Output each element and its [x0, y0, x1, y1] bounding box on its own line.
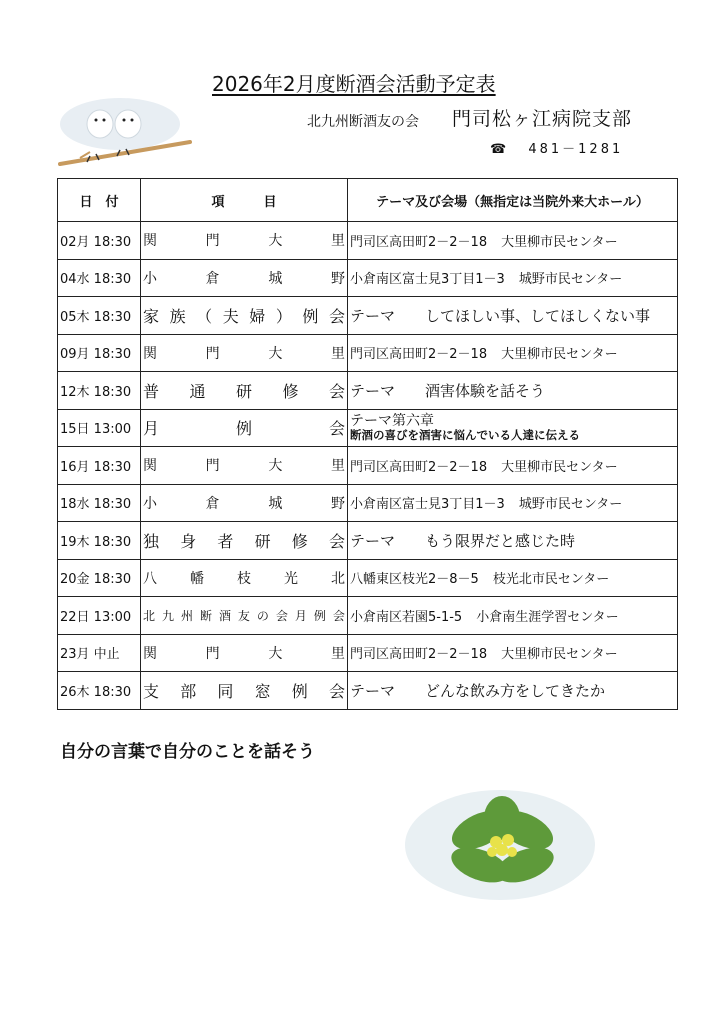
venue-theme-label: テーマ — [350, 381, 396, 400]
table-row — [58, 522, 678, 560]
row-venue — [348, 222, 678, 260]
row-date: 19木 18:30 — [58, 522, 141, 560]
row-item — [141, 372, 348, 410]
row-item — [141, 259, 348, 297]
flower-illustration — [400, 770, 600, 910]
venue-address: 八幡東区枝光2－8－5 — [350, 572, 479, 588]
row-item — [141, 559, 348, 597]
organization-name: 北九州断酒友の会 — [307, 114, 419, 130]
venue-theme-title: テーマ第六章 — [350, 412, 434, 429]
row-date: 23月 中止 — [58, 634, 141, 672]
row-item-label: 普 通 研 修 会 — [143, 381, 345, 401]
row-item-label: 関 門 大 里 — [143, 645, 345, 662]
venue-address: 門司区高田町2－2－18 — [350, 647, 488, 663]
table-row — [58, 597, 678, 635]
table-row — [58, 447, 678, 485]
row-venue — [348, 597, 678, 635]
row-item-label: 八 幡 枝 光 北 — [143, 570, 345, 587]
venue-name: 小倉南生涯学習センター — [476, 609, 619, 625]
row-venue — [348, 672, 678, 710]
venue-address: 門司区高田町2－2－18 — [350, 459, 488, 475]
venue-address: 小倉南区富士見3丁目1－3 — [350, 272, 505, 288]
row-item — [141, 522, 348, 560]
venue-address: 門司区高田町2－2－18 — [350, 234, 488, 250]
row-date: 15日 13:00 — [58, 409, 141, 447]
venue-theme-text: 断酒の喜びを酒害に悩んでいる人達に伝える — [350, 427, 580, 442]
row-item — [141, 447, 348, 485]
row-venue — [348, 559, 678, 597]
row-item-label: 独 身 者 研 修 会 — [143, 531, 345, 551]
table-header-row — [58, 179, 678, 222]
header-date: 日 付 — [58, 179, 141, 222]
venue-theme-label: テーマ — [350, 531, 396, 550]
venue-theme-label: テーマ — [350, 681, 396, 700]
venue-address: 小倉南区富士見3丁目1－3 — [350, 497, 505, 513]
table-row — [58, 559, 678, 597]
table-row — [58, 484, 678, 522]
table-row — [58, 672, 678, 710]
row-date: 22日 13:00 — [58, 597, 141, 635]
row-date: 26木 18:30 — [58, 672, 141, 710]
venue-name: 枝光北市民センター — [492, 572, 610, 588]
row-item-label: 小 倉 城 野 — [143, 495, 345, 512]
venue-name: 大里柳市民センター — [501, 234, 618, 250]
row-item — [141, 222, 348, 260]
row-item-label: 支 部 同 窓 例 会 — [143, 681, 345, 701]
row-venue — [348, 522, 678, 560]
page-title: 2026年2月度断酒会活動予定表 — [212, 72, 496, 96]
table-row — [58, 222, 678, 260]
venue-theme-text: どんな飲み方をしてきたか — [425, 681, 606, 700]
row-item — [141, 409, 348, 447]
birds-on-branch-illustration — [50, 92, 195, 172]
row-item — [141, 334, 348, 372]
row-venue — [348, 409, 678, 447]
venue-name: 大里柳市民センター — [501, 647, 618, 663]
telephone-icon: ☎ — [490, 142, 510, 157]
venue-theme-label: テーマ — [350, 306, 396, 325]
row-item-label: 関 門 大 里 — [143, 458, 345, 475]
venue-address: 門司区高田町2－2－18 — [350, 347, 488, 363]
row-date: 05木 18:30 — [58, 297, 141, 335]
venue-name: 大里柳市民センター — [501, 347, 618, 363]
row-venue — [348, 297, 678, 335]
venue-name: 城野市民センター — [518, 497, 623, 513]
row-date: 02月 18:30 — [58, 222, 141, 260]
row-item-label: 家 族 （ 夫 婦 ） 例 会 — [143, 306, 345, 326]
row-item — [141, 297, 348, 335]
row-venue — [348, 259, 678, 297]
table-row — [58, 372, 678, 410]
row-item-label: 小 倉 城 野 — [143, 270, 345, 287]
row-venue — [348, 484, 678, 522]
venue-address: 小倉南区若園5-1-5 — [350, 609, 463, 625]
slogan: 自分の言葉で自分のことを話そう — [60, 742, 315, 762]
header-venue: テーマ及び会場（無指定は当院外来大ホール） — [348, 179, 678, 222]
row-item — [141, 484, 348, 522]
row-item — [141, 597, 348, 635]
row-venue — [348, 447, 678, 485]
table-row — [58, 297, 678, 335]
row-date: 04水 18:30 — [58, 259, 141, 297]
row-item-label: 関 門 大 里 — [143, 233, 345, 250]
row-venue — [348, 634, 678, 672]
venue-name: 城野市民センター — [518, 272, 623, 288]
row-item-label: 月 例 会 — [143, 419, 345, 439]
header-item: 項 目 — [141, 179, 348, 222]
venue-theme-text: 酒害体験を話そう — [425, 381, 546, 400]
row-venue — [348, 372, 678, 410]
row-date: 20金 18:30 — [58, 559, 141, 597]
row-venue — [348, 334, 678, 372]
row-date: 12木 18:30 — [58, 372, 141, 410]
phone-line — [490, 138, 623, 157]
branch-name: 門司松ヶ江病院支部 — [452, 108, 633, 130]
table-row — [58, 334, 678, 372]
schedule-table — [57, 178, 678, 710]
row-date: 18水 18:30 — [58, 484, 141, 522]
row-item-label: 関 門 大 里 — [143, 345, 345, 362]
row-date: 16月 18:30 — [58, 447, 141, 485]
phone-number: 481－1281 — [528, 142, 624, 157]
table-row — [58, 409, 678, 447]
table-row — [58, 634, 678, 672]
venue-theme-text: してほしい事、してほしくない事 — [425, 306, 651, 325]
venue-name: 大里柳市民センター — [501, 459, 618, 475]
table-row — [58, 259, 678, 297]
row-item-label: 北 九 州 断 酒 友 の 会 月 例 会 — [143, 608, 345, 623]
venue-theme-text: もう限界だと感じた時 — [425, 531, 576, 550]
row-item — [141, 634, 348, 672]
row-item — [141, 672, 348, 710]
row-date: 09月 18:30 — [58, 334, 141, 372]
